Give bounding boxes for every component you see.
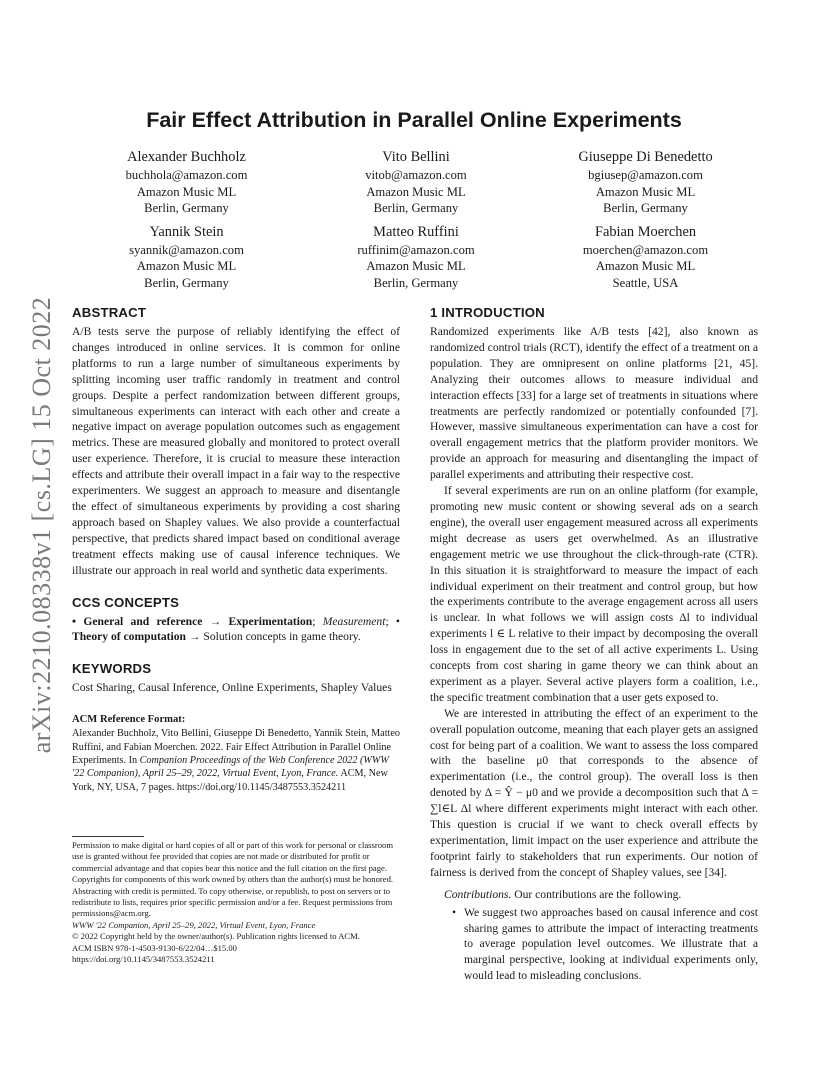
footnote-rule xyxy=(72,836,144,837)
ccs-part2-bold: Theory of computation xyxy=(72,630,187,644)
footnote-copyright: © 2022 Copyright held by the owner/author(s). Publication rights licensed to ACM. xyxy=(72,931,360,942)
ccs-part1-ital: Measurement xyxy=(322,614,386,628)
contributions-label: Contributions. xyxy=(444,887,512,901)
right-column xyxy=(430,305,758,984)
author-email: buchhola@amazon.com xyxy=(125,168,248,182)
author-row xyxy=(72,148,760,217)
author-location: Berlin, Germany xyxy=(603,201,688,216)
footnote-doi: https://doi.org/10.1145/3487553.3524211 xyxy=(72,954,215,965)
intro-heading: 1 INTRODUCTION xyxy=(430,305,545,320)
author-location: Berlin, Germany xyxy=(373,275,459,290)
author xyxy=(531,148,760,217)
permission-notice: Permission to make digital or hard copies of all or part of this work for personal or classroom use is granted without fee provided that copies are not made or distributed for profit or commercial advantage and that copies bear this notice and the full citation on the first page. Copyrights for components of this work owned by others than the author(s) must be honored. Abstracting with credit is permitted. To copy otherwise, or republish, to post on servers or to redistribute to lists, requires prior specific permission and/or a fee. Request permissions from permissions@acm.org. xyxy=(72,840,394,919)
author xyxy=(302,148,531,217)
abstract-heading: ABSTRACT xyxy=(72,305,147,320)
author-org: Amazon Music ML xyxy=(366,184,466,199)
acm-ref-text2: ACM, New York, NY, USA, 7 pages. https://doi.org/10.1145/3487553.3524211 xyxy=(72,768,388,793)
author-email: bgiusep@amazon.com xyxy=(588,168,703,182)
footnote-venue: WWW '22 Companion, April 25–29, 2022, Virtual Event, Lyon, France xyxy=(72,919,316,930)
intro-paragraph-3: We are interested in attributing the effect of an experiment to the overall population outcome, meaning that each player gets an assigned cost for being part of a coalition. We want to assess the loss compared with the baseline μ0 that corresponds to the absence of experimentation (i.e., the control group). The overall loss is then denoted by Δ = Ŷ − μ0 and we provide a decomposition such that Δ = ∑l∈L Δl where different experiments might interact with each other. This question is crucial if we want to check overall effects by experimentation, limit impact on the user experience and attribute the footprint fairly to stakeholders that run experiments. Our notion of fairness is derived from the concept of Shapley values, see [34]. xyxy=(430,706,758,879)
acm-reference-text xyxy=(72,727,400,794)
author xyxy=(302,223,531,292)
ccs-part1-bold: • General and reference → Experimentation xyxy=(72,614,313,628)
ccs-text xyxy=(72,614,400,646)
keywords-text: Cost Sharing, Causal Inference, Online Experiments, Shapley Values xyxy=(72,681,392,695)
author-email: ruffinim@amazon.com xyxy=(357,242,475,257)
author-name: Yannik Stein xyxy=(149,223,224,240)
author-org: Amazon Music ML xyxy=(136,184,237,199)
author-location: Seattle, USA xyxy=(612,275,679,290)
acm-reference-label: ACM Reference Format: xyxy=(72,714,186,726)
abstract-text: A/B tests serve the purpose of reliably identifying the effect of changes introduced in online services. It is common for online platforms to run a large number of simultaneous experiments by splitting incoming user traffic randomly in treatment and control groups. Despite a perfect randomization between different groups, simultaneous experiments can interact with each other and create a negative impact on average population outcomes such as engagement metrics. These are measured globally and monitored to protect overall user experience. Therefore, it is crucial to measure these interaction effects and attribute their overall impact in a fair way to the respective experimenters. We suggest an approach to measure and disentangle the effect of simultaneous experiments by providing a cost sharing approach based on Shapley values. We also provide a counterfactual perspective, that predicts shared impact based on conditional average treatment effects making use of causal inference techniques. We illustrate our approach in real world and synthetic data experiments. xyxy=(72,325,400,577)
arxiv-sidebar xyxy=(22,290,62,760)
author-email: syannik@amazon.com xyxy=(129,242,244,257)
author-name: Matteo Ruffini xyxy=(373,223,459,240)
intro-paragraph-2: If several experiments are run on an online platform (for example, promoting new music content or showing several ads on a search engine), the overall user engagement measured across all experiments might decrease as users get overwhelmed. As an illustrative engagement metric we use throughout the click-through-rate (CTR). In this situation it is straightforward to measure the impact of each individual experiment on their treatment and control group, but how the experiments contribute to the average engagement across all users is unclear. In what follows we will assign costs Δl to individual experiments l ∈ L relative to their impact by decomposing the overall loss in engagement due to the set of all active experiments L. Using concepts from cost sharing in game theory we can think about an experiment as a player. Several active players form a coalition, i.e., the specific treatment combination that a user gets exposed to. xyxy=(430,484,758,704)
ccs-heading: CCS CONCEPTS xyxy=(72,594,180,610)
ccs-part2-rest: → Solution concepts in game theory. xyxy=(186,630,361,644)
contributions-text: Our contributions are the following. xyxy=(511,887,682,901)
author-name: Alexander Buchholz xyxy=(127,149,246,165)
author-org: Amazon Music ML xyxy=(595,184,696,199)
author-name: Fabian Moerchen xyxy=(594,223,697,240)
author xyxy=(531,223,760,292)
author-location: Berlin, Germany xyxy=(373,201,459,216)
acm-ref-text1: Alexander Buchholz, Vito Bellini, Giuseppe Di Benedetto, Yannik Stein, Matteo Ruffini, and Fabian Moerchen. 2022. Fair Effect Attribution in Parallel Online Experiments. In xyxy=(72,728,400,767)
author-block xyxy=(72,148,760,298)
keywords-heading: KEYWORDS xyxy=(72,661,152,677)
footnote-block xyxy=(72,840,400,965)
bullet-icon: • xyxy=(452,905,457,919)
author-location: Berlin, Germany xyxy=(144,275,229,290)
author-org: Amazon Music ML xyxy=(136,259,237,274)
author-name: Vito Bellini xyxy=(382,149,450,165)
contribution-bullet-text: We suggest two approaches based on causal inference and cost sharing games to attribute the impact of interacting treatments to average population level outcomes. We illustrate that a marginal perspective, looking at individual experiments only, would lead to misleading conclusions. xyxy=(464,905,758,983)
author-org: Amazon Music ML xyxy=(595,259,696,274)
paper-title: Fair Effect Attribution in Parallel Online Experiments xyxy=(146,108,682,132)
ccs-part1-end: ; • xyxy=(385,614,400,628)
ccs-part1-sep: ; xyxy=(312,614,323,628)
author-email: moerchen@amazon.com xyxy=(582,242,709,257)
author-org: Amazon Music ML xyxy=(366,259,466,274)
intro-paragraph-1: Randomized experiments like A/B tests [42], also known as randomized control trials (RCT), identify the effect of a treatment on a population. They are omnipresent on online platforms [21, 45]. Analyzing their outcomes allows to measure individual and interaction effects [33] for a large set of treatments in situations where treatments are perfectly randomized or potentially confounded [7]. However, massive simultaneous experimentation can have a cost for overall engagement metrics that the platform provider monitors. We provide an approach for measuring and disentangling the impact of parallel experiments and attributing their respective cost. xyxy=(430,325,758,482)
left-column xyxy=(72,305,400,794)
acm-ref-venue: Companion Proceedings of the Web Conference 2022 (WWW '22 Companion), April 25–29, 2022, Virtual Event, Lyon, France. xyxy=(72,755,389,780)
contributions-line xyxy=(444,887,758,903)
footnote-isbn: ACM ISBN 978-1-4503-9130-6/22/04…$15.00 xyxy=(72,942,237,953)
arxiv-identifier: arXiv:2210.08338v1 [cs.LG] 15 Oct 2022 xyxy=(27,296,56,754)
author xyxy=(72,148,301,217)
list-item xyxy=(452,905,758,985)
author xyxy=(72,223,301,292)
author-row xyxy=(72,223,760,292)
author-email: vitob@amazon.com xyxy=(365,168,467,182)
author-location: Berlin, Germany xyxy=(144,201,229,216)
author-name: Giuseppe Di Benedetto xyxy=(578,149,713,165)
